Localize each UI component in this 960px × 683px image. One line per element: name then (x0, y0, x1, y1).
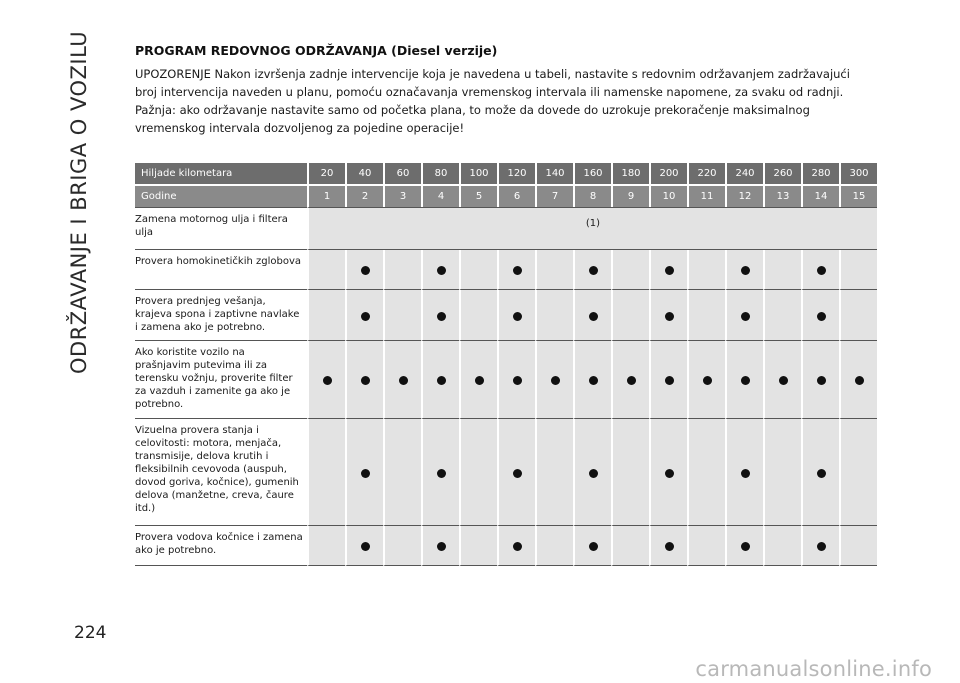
interval-cell (573, 419, 611, 526)
interval-cell (801, 526, 839, 566)
chapter-side-title: ODRŽAVANJE I BRIGA O VOZILU (67, 30, 91, 374)
interval-cell (535, 290, 573, 341)
interval-cell (459, 341, 497, 419)
year-header-cell: 1 (307, 184, 345, 207)
scheduled-dot-icon (589, 312, 598, 321)
km-header-cell: 20 (307, 163, 345, 184)
interval-cell (535, 526, 573, 566)
interval-cell (763, 526, 801, 566)
scheduled-dot-icon (475, 376, 484, 385)
interval-cell (383, 526, 421, 566)
table-row (135, 290, 877, 341)
scheduled-dot-icon (703, 376, 712, 385)
interval-cell (763, 250, 801, 290)
scheduled-dot-icon (589, 542, 598, 551)
watermark: carmanualsonline.info (695, 657, 932, 681)
scheduled-dot-icon (741, 542, 750, 551)
year-header-cell: 14 (801, 184, 839, 207)
interval-cell (725, 250, 763, 290)
interval-cell (459, 419, 497, 526)
interval-cell (763, 419, 801, 526)
scheduled-dot-icon (513, 469, 522, 478)
interval-cell (345, 290, 383, 341)
interval-cell (573, 290, 611, 341)
km-header-cell: 140 (535, 163, 573, 184)
interval-cell (421, 526, 459, 566)
interval-cell (497, 419, 535, 526)
scheduled-dot-icon (513, 266, 522, 275)
scheduled-dot-icon (817, 376, 826, 385)
interval-cell (307, 341, 345, 419)
scheduled-dot-icon (627, 376, 636, 385)
years-header-label: Godine (135, 184, 307, 207)
interval-cell (307, 419, 345, 526)
operation-label: Ako koristite vozilo na prašnjavim putevima ili za terensku vožnju, proverite filter za vazduh i zamenite ga ako je potrebno. (135, 341, 307, 419)
interval-cell (649, 250, 687, 290)
interval-cell (801, 250, 839, 290)
year-header-cell: 3 (383, 184, 421, 207)
table-row (135, 341, 877, 419)
scheduled-dot-icon (551, 376, 560, 385)
interval-cell (573, 250, 611, 290)
table-row (135, 250, 877, 290)
interval-cell (801, 419, 839, 526)
scheduled-dot-icon (361, 542, 370, 551)
page-number: 224 (74, 623, 107, 643)
scheduled-dot-icon (589, 266, 598, 275)
scheduled-dot-icon (665, 266, 674, 275)
interval-cell (839, 526, 877, 566)
table-row (135, 207, 877, 250)
scheduled-dot-icon (817, 266, 826, 275)
scheduled-dot-icon (665, 376, 674, 385)
scheduled-dot-icon (513, 312, 522, 321)
warning-paragraph: UPOZORENJE Nakon izvršenja zadnje intervencije koja je navedena u tabeli, nastavite s redovnim održavanjem zadržavajući broj intervencija naveden u planu, pomoću označavanja vremenskog intervala ili namenske napomene, za svaku od radnji. Pažnja: ako održavanje nastavite samo od početka plana, to može da dovede do uzrokuje prekoračenje maksimalnog vremenskog intervala dozvoljenog za pojedine operacije! (135, 67, 850, 135)
interval-cell (535, 250, 573, 290)
year-header-cell: 10 (649, 184, 687, 207)
km-header-cell: 240 (725, 163, 763, 184)
scheduled-dot-icon (399, 376, 408, 385)
interval-cell (345, 419, 383, 526)
interval-cell (839, 341, 877, 419)
operation-label: Zamena motornog ulja i filtera ulja (135, 207, 307, 250)
scheduled-dot-icon (437, 266, 446, 275)
interval-cell (535, 419, 573, 526)
footnote-marker: (1) (307, 207, 877, 250)
interval-cell (459, 290, 497, 341)
scheduled-dot-icon (589, 376, 598, 385)
year-header-cell: 13 (763, 184, 801, 207)
scheduled-dot-icon (741, 469, 750, 478)
interval-cell (307, 290, 345, 341)
interval-cell (383, 419, 421, 526)
scheduled-dot-icon (741, 312, 750, 321)
years-header-row (135, 184, 877, 207)
year-header-cell: 9 (611, 184, 649, 207)
operation-label: Provera homokinetičkih zglobova (135, 250, 307, 290)
operation-label: Provera prednjeg vešanja, krajeva spona i zaptivne navlake i zamena ako je potrebno. (135, 290, 307, 341)
operation-label: Vizuelna provera stanja i celovitosti: motora, menjača, transmisije, delova krutih i fleksibilnih cevovoda (auspuh, dovod goriva, kočnice), gumenih delova (manžetne, creva, čaure itd.) (135, 419, 307, 526)
scheduled-dot-icon (513, 376, 522, 385)
year-header-cell: 2 (345, 184, 383, 207)
interval-cell (763, 341, 801, 419)
year-header-cell: 12 (725, 184, 763, 207)
interval-cell (649, 419, 687, 526)
interval-cell (421, 341, 459, 419)
scheduled-dot-icon (817, 542, 826, 551)
km-header-cell: 260 (763, 163, 801, 184)
interval-cell (383, 250, 421, 290)
interval-cell (611, 526, 649, 566)
interval-cell (763, 290, 801, 341)
km-header-cell: 200 (649, 163, 687, 184)
interval-cell (687, 250, 725, 290)
interval-cell (725, 341, 763, 419)
interval-cell (839, 419, 877, 526)
scheduled-dot-icon (361, 469, 370, 478)
interval-cell (649, 526, 687, 566)
interval-cell (611, 419, 649, 526)
scheduled-dot-icon (437, 469, 446, 478)
km-header-cell: 220 (687, 163, 725, 184)
interval-cell (649, 341, 687, 419)
km-header-cell: 60 (383, 163, 421, 184)
interval-cell (307, 526, 345, 566)
km-header-cell: 40 (345, 163, 383, 184)
interval-cell (687, 419, 725, 526)
km-header-cell: 100 (459, 163, 497, 184)
interval-cell (839, 290, 877, 341)
table-row (135, 419, 877, 526)
scheduled-dot-icon (665, 312, 674, 321)
interval-cell (421, 290, 459, 341)
scheduled-dot-icon (361, 312, 370, 321)
scheduled-dot-icon (665, 469, 674, 478)
scheduled-dot-icon (817, 469, 826, 478)
interval-cell (725, 419, 763, 526)
interval-cell (535, 341, 573, 419)
km-header-cell: 160 (573, 163, 611, 184)
interval-cell (345, 526, 383, 566)
scheduled-dot-icon (741, 266, 750, 275)
scheduled-dot-icon (437, 312, 446, 321)
interval-cell (687, 290, 725, 341)
interval-cell (497, 526, 535, 566)
scheduled-dot-icon (361, 376, 370, 385)
interval-cell (459, 250, 497, 290)
km-header-cell: 120 (497, 163, 535, 184)
scheduled-dot-icon (779, 376, 788, 385)
scheduled-dot-icon (361, 266, 370, 275)
km-header-cell: 300 (839, 163, 877, 184)
interval-cell (345, 250, 383, 290)
interval-cell (573, 341, 611, 419)
table-row (135, 526, 877, 566)
interval-cell (573, 526, 611, 566)
interval-cell (687, 526, 725, 566)
year-header-cell: 4 (421, 184, 459, 207)
year-header-cell: 11 (687, 184, 725, 207)
interval-cell (649, 290, 687, 341)
interval-cell (611, 290, 649, 341)
km-header-cell: 180 (611, 163, 649, 184)
maintenance-schedule-table (135, 163, 877, 566)
km-header-label: Hiljade kilometara (135, 163, 307, 184)
interval-cell (459, 526, 497, 566)
section-heading: PROGRAM REDOVNOG ODRŽAVANJA (Diesel verzije) (135, 43, 498, 58)
scheduled-dot-icon (741, 376, 750, 385)
interval-cell (725, 526, 763, 566)
interval-cell (611, 250, 649, 290)
year-header-cell: 7 (535, 184, 573, 207)
interval-cell (345, 341, 383, 419)
scheduled-dot-icon (817, 312, 826, 321)
interval-cell (307, 250, 345, 290)
km-header-cell: 280 (801, 163, 839, 184)
scheduled-dot-icon (437, 376, 446, 385)
scheduled-dot-icon (323, 376, 332, 385)
interval-cell (383, 341, 421, 419)
interval-cell (687, 341, 725, 419)
year-header-cell: 6 (497, 184, 535, 207)
interval-cell (497, 290, 535, 341)
scheduled-dot-icon (665, 542, 674, 551)
scheduled-dot-icon (589, 469, 598, 478)
interval-cell (497, 250, 535, 290)
km-header-row (135, 163, 877, 184)
interval-cell (611, 341, 649, 419)
km-header-cell: 80 (421, 163, 459, 184)
interval-cell (801, 290, 839, 341)
interval-cell (725, 290, 763, 341)
year-header-cell: 8 (573, 184, 611, 207)
year-header-cell: 15 (839, 184, 877, 207)
interval-cell (839, 250, 877, 290)
interval-cell (421, 419, 459, 526)
interval-cell (421, 250, 459, 290)
interval-cell (383, 290, 421, 341)
interval-cell (801, 341, 839, 419)
operation-label: Provera vodova kočnice i zamena ako je potrebno. (135, 526, 307, 566)
year-header-cell: 5 (459, 184, 497, 207)
scheduled-dot-icon (437, 542, 446, 551)
interval-cell (497, 341, 535, 419)
scheduled-dot-icon (855, 376, 864, 385)
scheduled-dot-icon (513, 542, 522, 551)
